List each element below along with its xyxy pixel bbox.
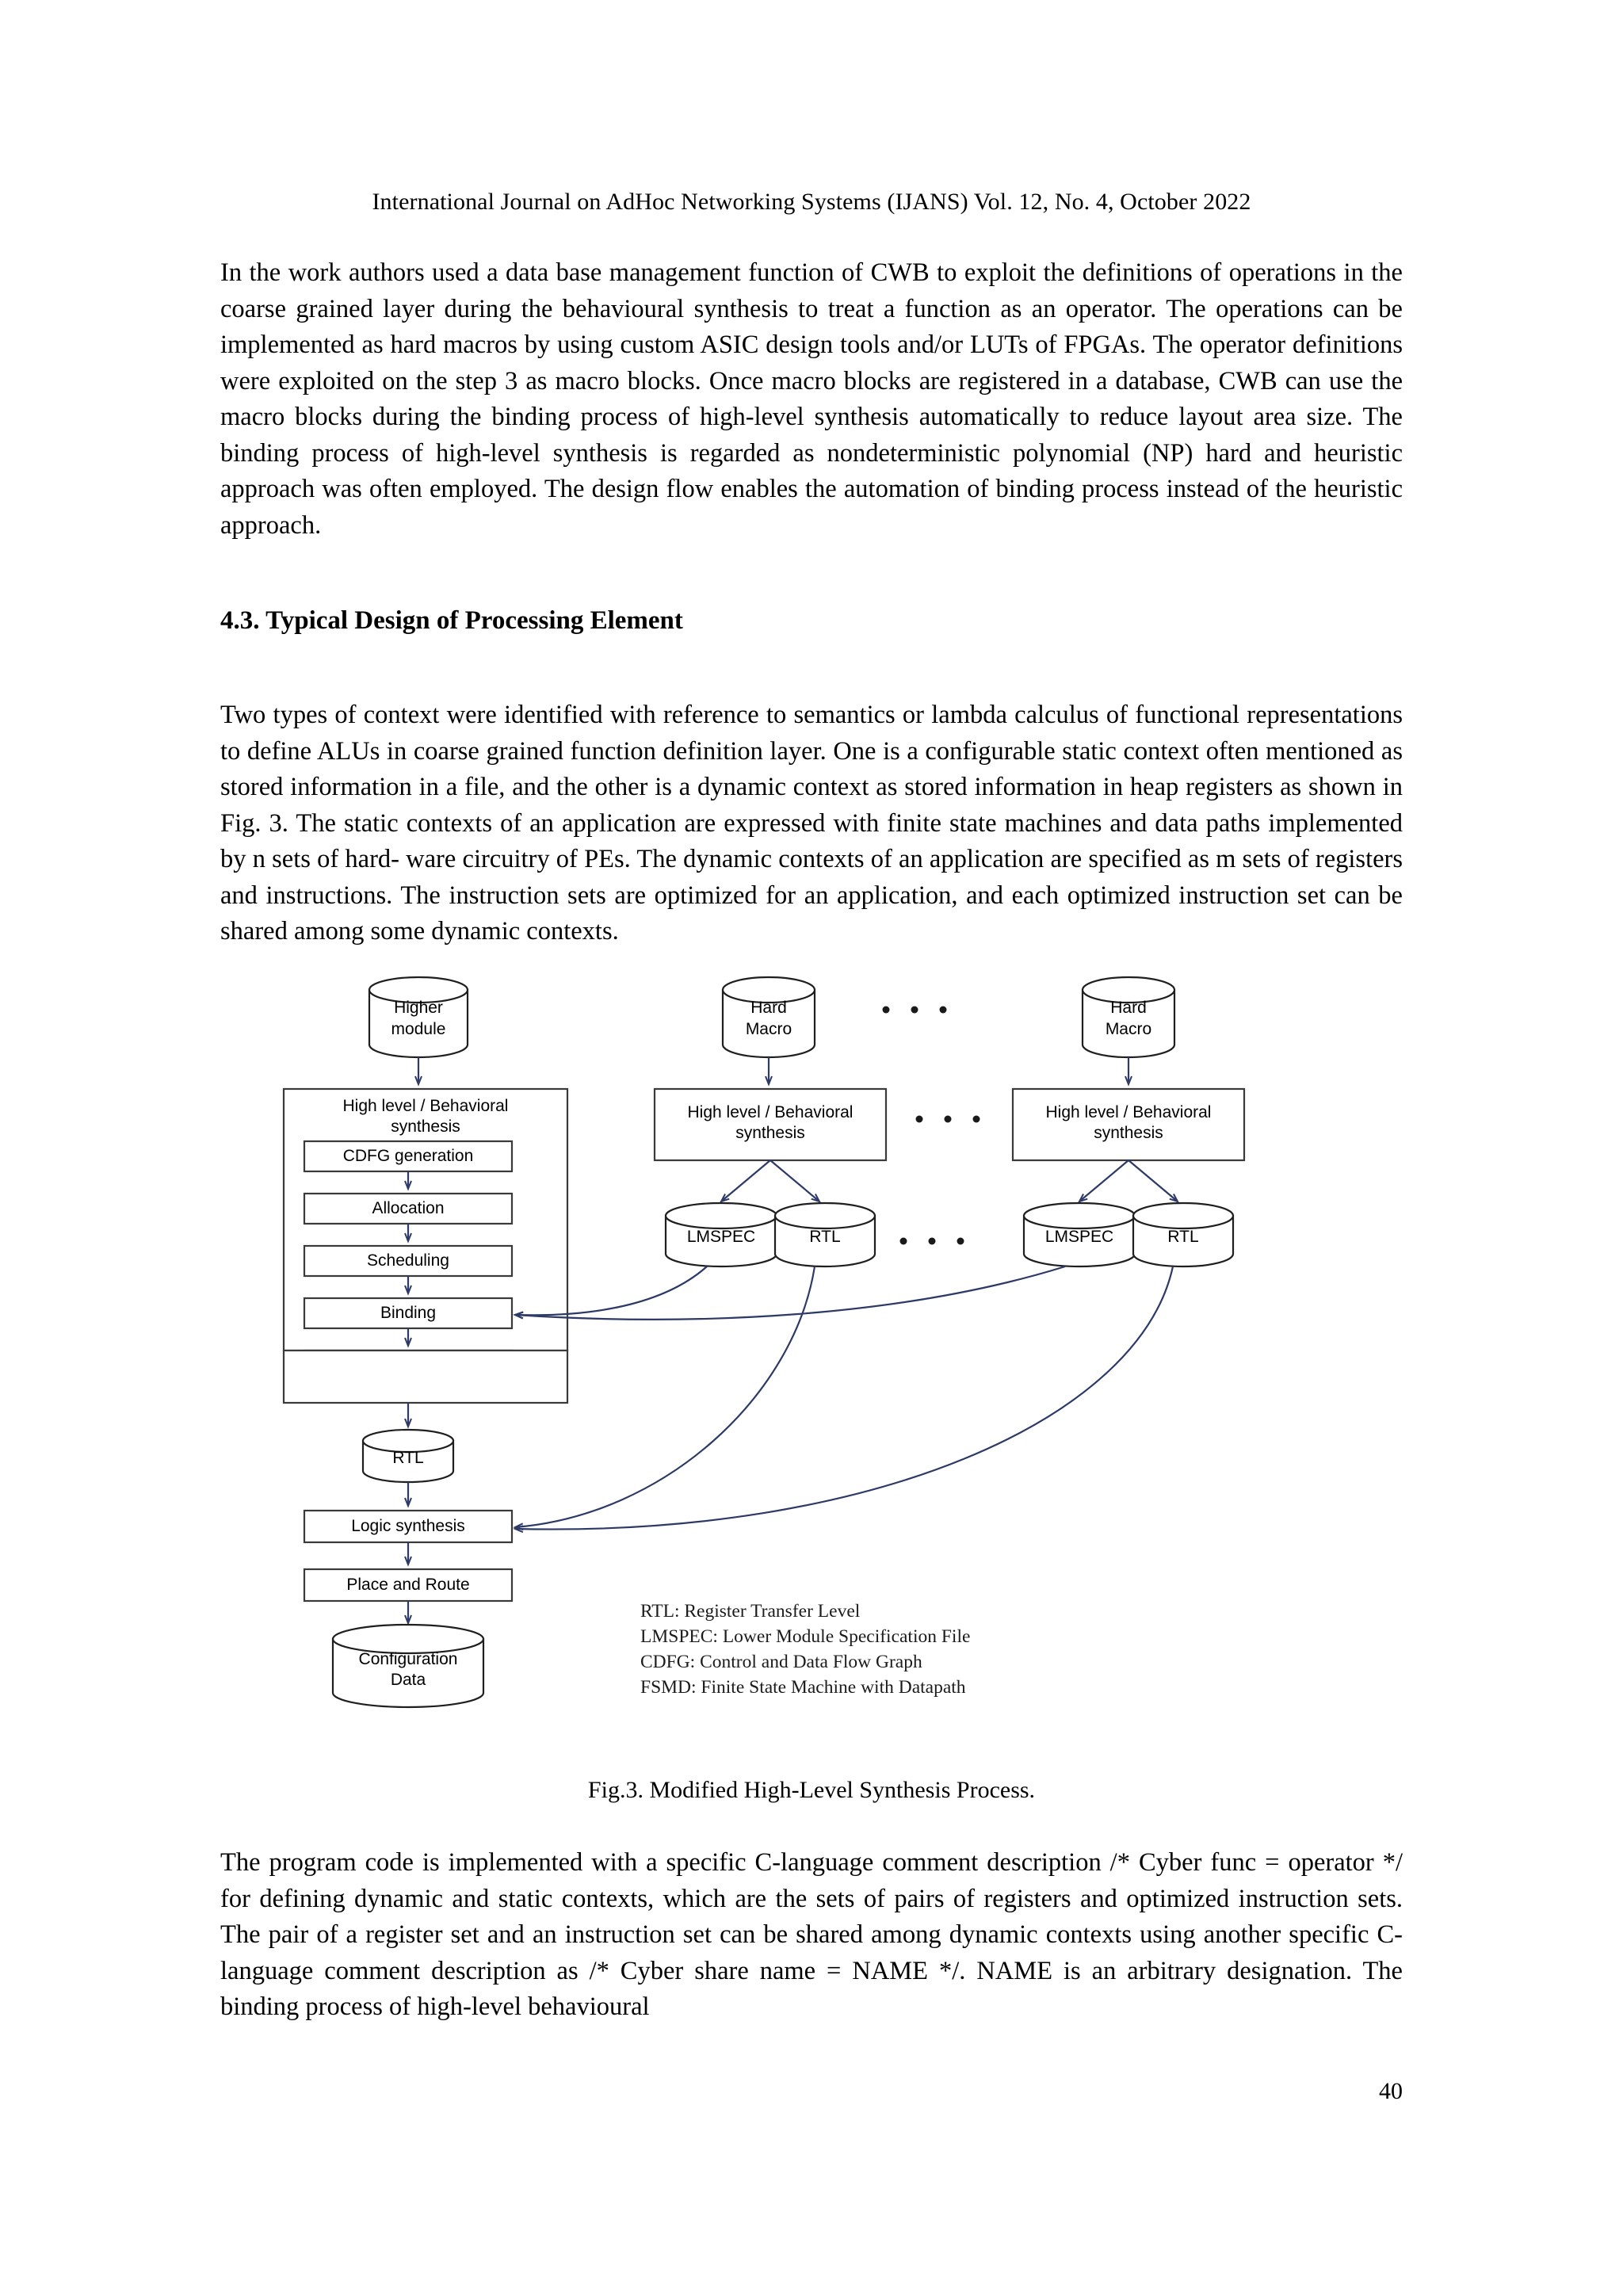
node-hard-macro-middle-label-1: Hard	[750, 999, 787, 1017]
page-title: 4.3. Typical Design of Processing Element	[220, 606, 683, 635]
node-allocation	[304, 1194, 512, 1224]
arrow-hls-mid-to-lmspec	[721, 1160, 770, 1201]
node-hls-middle-label-1: High level / Behavioral	[687, 1103, 854, 1121]
paragraph-1-container	[220, 255, 1403, 544]
node-rtl-left	[363, 1430, 453, 1482]
node-rtl-left-label: RTL	[392, 1449, 424, 1467]
figure-3-diagram	[220, 968, 1403, 1793]
node-hls-middle-label-2: synthesis	[735, 1124, 805, 1142]
node-hard-macro-right	[1083, 977, 1174, 1057]
paragraph-3-container	[220, 1845, 1403, 2026]
node-hard-macro-middle	[723, 977, 815, 1057]
ellipsis-top	[883, 1007, 947, 1014]
page-number: 40	[1379, 2078, 1403, 2104]
section-heading-container	[220, 604, 1403, 637]
paragraph-1: In the work authors used a data base management function of CWB to exploit the definitions of operations in the coarse grained layer during the behavioural synthesis to treat a function as an operator. The operations can be implemented as hard macros by using custom ASIC design tools and/or LUTs of FPGAs. The operator definitions were exploited on the step 3 as macro blocks. Once macro blocks are registered in a database, CWB can use the macro blocks during the binding process of high-level synthesis automatically to reduce layout area size. The binding process of high-level synthesis is regarded as nondeterministic polynomial (NP) hard and heuristic approach was often employed. The design flow enables the automation of binding process instead of the heuristic approach.	[220, 258, 1403, 540]
node-rtl-right	[1133, 1203, 1233, 1266]
connector-rtl-right-to-logic-synthesis	[515, 1266, 1173, 1530]
node-cdfg-generation	[304, 1141, 512, 1171]
node-higher-module	[369, 977, 468, 1057]
node-higher-module-label-2: module	[391, 1020, 446, 1038]
figure-3	[220, 968, 1403, 1793]
arrow-hls-mid-to-rtl	[770, 1160, 819, 1201]
legend-line-cdfg: CDFG: Control and Data Flow Graph	[640, 1652, 922, 1672]
node-higher-module-label-1: Higher	[394, 999, 443, 1017]
legend-line-fsmd: FSMD: Finite State Machine with Datapath	[640, 1677, 966, 1698]
node-rtl-middle-label: RTL	[809, 1228, 841, 1246]
ellipsis-cylinder-row	[900, 1238, 964, 1245]
node-rtl-middle	[775, 1203, 875, 1266]
node-logic-synthesis	[304, 1511, 512, 1542]
legend-line-rtl: RTL: Register Transfer Level	[640, 1601, 861, 1622]
figure-legend	[640, 1601, 970, 1698]
ellipsis-middle-hls	[916, 1116, 980, 1123]
node-lmspec-middle-label: LMSPEC	[686, 1228, 756, 1246]
node-allocation-label: Allocation	[372, 1199, 445, 1217]
node-place-and-route	[304, 1569, 512, 1601]
node-lmspec-right	[1024, 1203, 1135, 1266]
paragraph-2: Two types of context were identified with reference to semantics or lambda calculus of functional representations to define ALUs in coarse grained function definition layer. One is a configurable static context often mentioned as stored information in a file, and the other is a dynamic context as stored information in heap registers as shown in Fig. 3. The static contexts of an application are expressed with finite state machines and data paths implemented by n sets of hard- ware circuitry of PEs. The dynamic contexts of an application are specified as m sets of registers and instructions. The instruction sets are optimized for an application, and each optimized instruction set can be shared among some dynamic contexts.	[220, 701, 1403, 946]
node-configuration-data-label-1: Configuration	[358, 1650, 458, 1668]
node-hls-middle	[655, 1089, 886, 1160]
node-hls-right-label-2: synthesis	[1094, 1124, 1163, 1142]
legend-line-lmspec: LMSPEC: Lower Module Specification File	[640, 1626, 971, 1647]
node-logic-synthesis-label: Logic synthesis	[351, 1517, 465, 1535]
node-scheduling	[304, 1246, 512, 1276]
paragraph-2-container	[220, 697, 1403, 950]
node-configuration-data-label-2: Data	[390, 1671, 426, 1689]
node-cdfg-generation-label: CDFG generation	[342, 1147, 474, 1165]
running-head: International Journal on AdHoc Networking Systems (IJANS) Vol. 12, No. 4, October 2022	[372, 189, 1251, 215]
node-hls-right	[1013, 1089, 1244, 1160]
node-hard-macro-middle-label-2: Macro	[745, 1020, 792, 1038]
arrow-hls-right-to-rtl	[1128, 1160, 1178, 1201]
node-hls-left-label-2: synthesis	[391, 1117, 460, 1136]
paragraph-3: The program code is implemented with a specific C-language comment description /* Cyber func = operator */ for defining dynamic and static contexts, which are the sets of pairs of registers and optimized instruction sets. The pair of a register set and an instruction set can be shared among dynamic contexts using another specific C-language comment description as /* Cyber share name = NAME */. NAME is an arbitrary designation. The binding process of high-level behavioural	[220, 1848, 1403, 2021]
figure-caption: Fig.3. Modified High-Level Synthesis Process.	[587, 1777, 1036, 1803]
node-hls-left-label-1: High level / Behavioral	[342, 1097, 509, 1115]
node-hard-macro-right-label-1: Hard	[1110, 999, 1147, 1017]
node-scheduling-label: Scheduling	[367, 1251, 449, 1270]
node-configuration-data	[333, 1625, 483, 1707]
node-place-and-route-label: Place and Route	[346, 1576, 470, 1594]
node-binding	[304, 1298, 512, 1328]
node-rtl-right-label: RTL	[1167, 1228, 1199, 1246]
node-hls-right-label-1: High level / Behavioral	[1045, 1103, 1212, 1121]
node-lmspec-right-label: LMSPEC	[1044, 1228, 1114, 1246]
node-lmspec-middle	[666, 1203, 777, 1266]
node-binding-label: Binding	[380, 1304, 437, 1322]
arrow-hls-right-to-lmspec	[1079, 1160, 1128, 1201]
node-hard-macro-right-label-2: Macro	[1105, 1020, 1152, 1038]
